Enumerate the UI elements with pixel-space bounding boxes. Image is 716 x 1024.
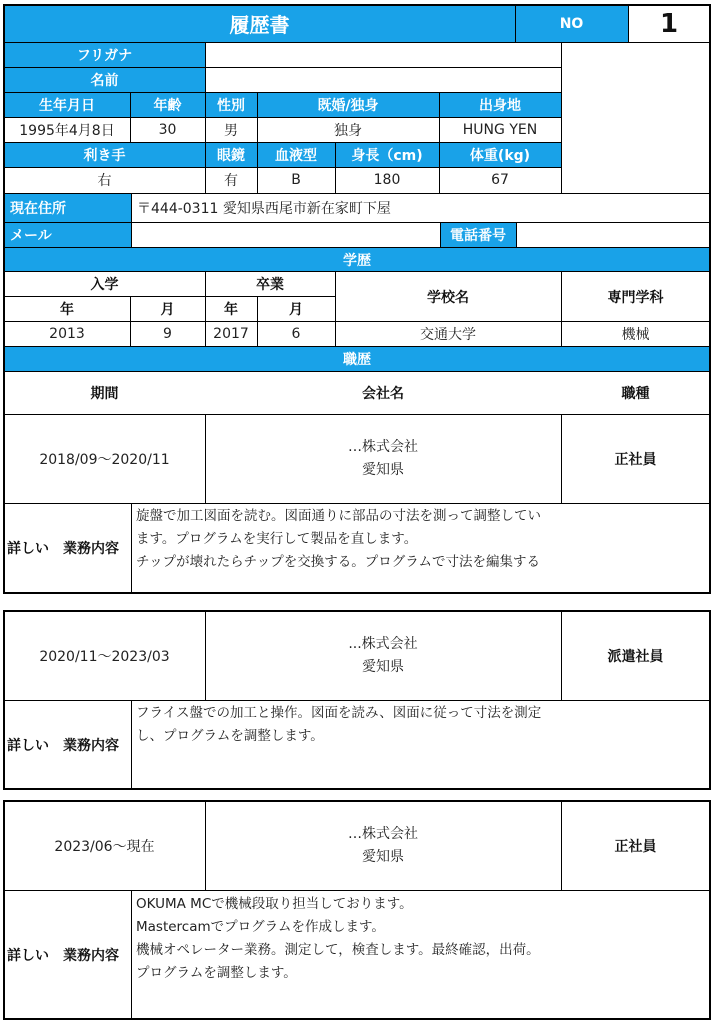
- name-label: 名前: [4, 68, 205, 92]
- major-label: 専門学科: [561, 272, 710, 321]
- email-value: [131, 223, 440, 247]
- detail-line: チップが壊れたらチップを交換する。プログラムで寸法を編集する: [136, 554, 541, 570]
- photo-area: [561, 43, 710, 193]
- detail-line: プログラムを調整します。: [136, 965, 297, 981]
- school-label: 学校名: [335, 272, 561, 321]
- phone-label: 電話番号: [440, 223, 516, 247]
- work-detail-text: [136, 893, 540, 985]
- job-type-label: 職種: [561, 372, 710, 414]
- origin-label: 出身地: [439, 93, 561, 117]
- marital-value: 独身: [257, 118, 439, 142]
- blood-label: 血液型: [257, 143, 335, 167]
- detail-line: し、プログラムを調整します。: [136, 728, 324, 744]
- work-job-type: 派遣社員: [561, 612, 710, 700]
- company-name: ...株式会社: [348, 636, 418, 652]
- company-name: …株式会社: [348, 826, 418, 842]
- detail-line: フライス盤での加工と操作。図面を読み、図面に従って寸法を測定: [136, 705, 542, 721]
- address-label: 現在住所: [4, 194, 131, 222]
- education-section-header: 学歴: [4, 248, 710, 271]
- detail-line: ます。プログラムを実行して製品を直します。: [136, 531, 418, 547]
- gender-value: 男: [205, 118, 257, 142]
- height-label: 身長（cm): [335, 143, 439, 167]
- grad-label: 卒業: [205, 272, 335, 296]
- hand-label: 利き手: [4, 143, 205, 167]
- hand-value: 右: [4, 168, 205, 192]
- enroll-month-value: 9: [130, 322, 205, 346]
- address-value: 〒444-0311 愛知県西尾市新在家町下屋: [131, 194, 710, 222]
- enroll-month-label: 月: [130, 297, 205, 321]
- furigana-value: [205, 43, 561, 67]
- no-value: 1: [628, 5, 710, 42]
- furigana-label: フリガナ: [4, 43, 205, 67]
- work-job-type: 正社員: [561, 415, 710, 503]
- blood-value: B: [257, 168, 335, 192]
- work-detail-text: [136, 702, 541, 748]
- work-section-header: 職歴: [4, 347, 710, 371]
- name-value: [205, 68, 561, 92]
- birth-label: 生年月日: [4, 93, 130, 117]
- company-location: 愛知県: [362, 462, 404, 478]
- height-value: 180: [335, 168, 439, 192]
- phone-value: [516, 223, 710, 247]
- enroll-label: 入学: [4, 272, 205, 296]
- no-label: NO: [515, 5, 628, 42]
- period-label: 期間: [4, 372, 205, 414]
- marital-label: 既婚/独身: [257, 93, 439, 117]
- detail-line: OKUMA MCで機械段取り担当しております。: [136, 896, 413, 912]
- work-detail-text: [136, 505, 541, 574]
- detail-line: Mastercamでプログラムを作成します。: [136, 919, 385, 935]
- major-value: 機械: [561, 322, 710, 346]
- grad-month-value: 6: [257, 322, 335, 346]
- grad-year-value: 2017: [205, 322, 257, 346]
- company-location: 愛知県: [362, 659, 404, 675]
- grad-month-label: 月: [257, 297, 335, 321]
- glasses-label: 眼鏡: [205, 143, 257, 167]
- work-detail-label: 詳しい 業務内容: [4, 891, 131, 1019]
- origin-value: HUNG YEN: [439, 118, 561, 142]
- age-value: 30: [130, 118, 205, 142]
- email-label: メール: [4, 223, 131, 247]
- company-label: 会社名: [205, 372, 561, 414]
- work-company: [205, 415, 561, 503]
- enroll-year-value: 2013: [4, 322, 130, 346]
- school-value: 交通大学: [335, 322, 561, 346]
- detail-line: 旋盤で加工図面を読む。図面通りに部品の寸法を測って調整してい: [136, 508, 541, 524]
- resume-title: 履歴書: [4, 5, 515, 42]
- age-label: 年齢: [130, 93, 205, 117]
- company-name: …株式会社: [348, 439, 418, 455]
- work-period: 2020/11～2023/03: [4, 612, 205, 700]
- gender-label: 性別: [205, 93, 257, 117]
- work-period: 2023/06～現在: [4, 802, 205, 890]
- work-company: [205, 612, 561, 700]
- weight-value: 67: [439, 168, 561, 192]
- detail-line: 機械オペレーター業務。測定して，検査します。最終確認，出荷。: [136, 942, 540, 958]
- work-period: 2018/09～2020/11: [4, 415, 205, 503]
- grad-year-label: 年: [205, 297, 257, 321]
- company-location: 愛知県: [362, 849, 404, 865]
- glasses-value: 有: [205, 168, 257, 192]
- enroll-year-label: 年: [4, 297, 130, 321]
- weight-label: 体重(kg): [439, 143, 561, 167]
- birth-value: 1995年4月8日: [4, 118, 130, 142]
- work-detail-label: 詳しい 業務内容: [4, 701, 131, 789]
- work-job-type: 正社員: [561, 802, 710, 890]
- work-company: [205, 802, 561, 890]
- work-detail-label: 詳しい 業務内容: [4, 504, 131, 592]
